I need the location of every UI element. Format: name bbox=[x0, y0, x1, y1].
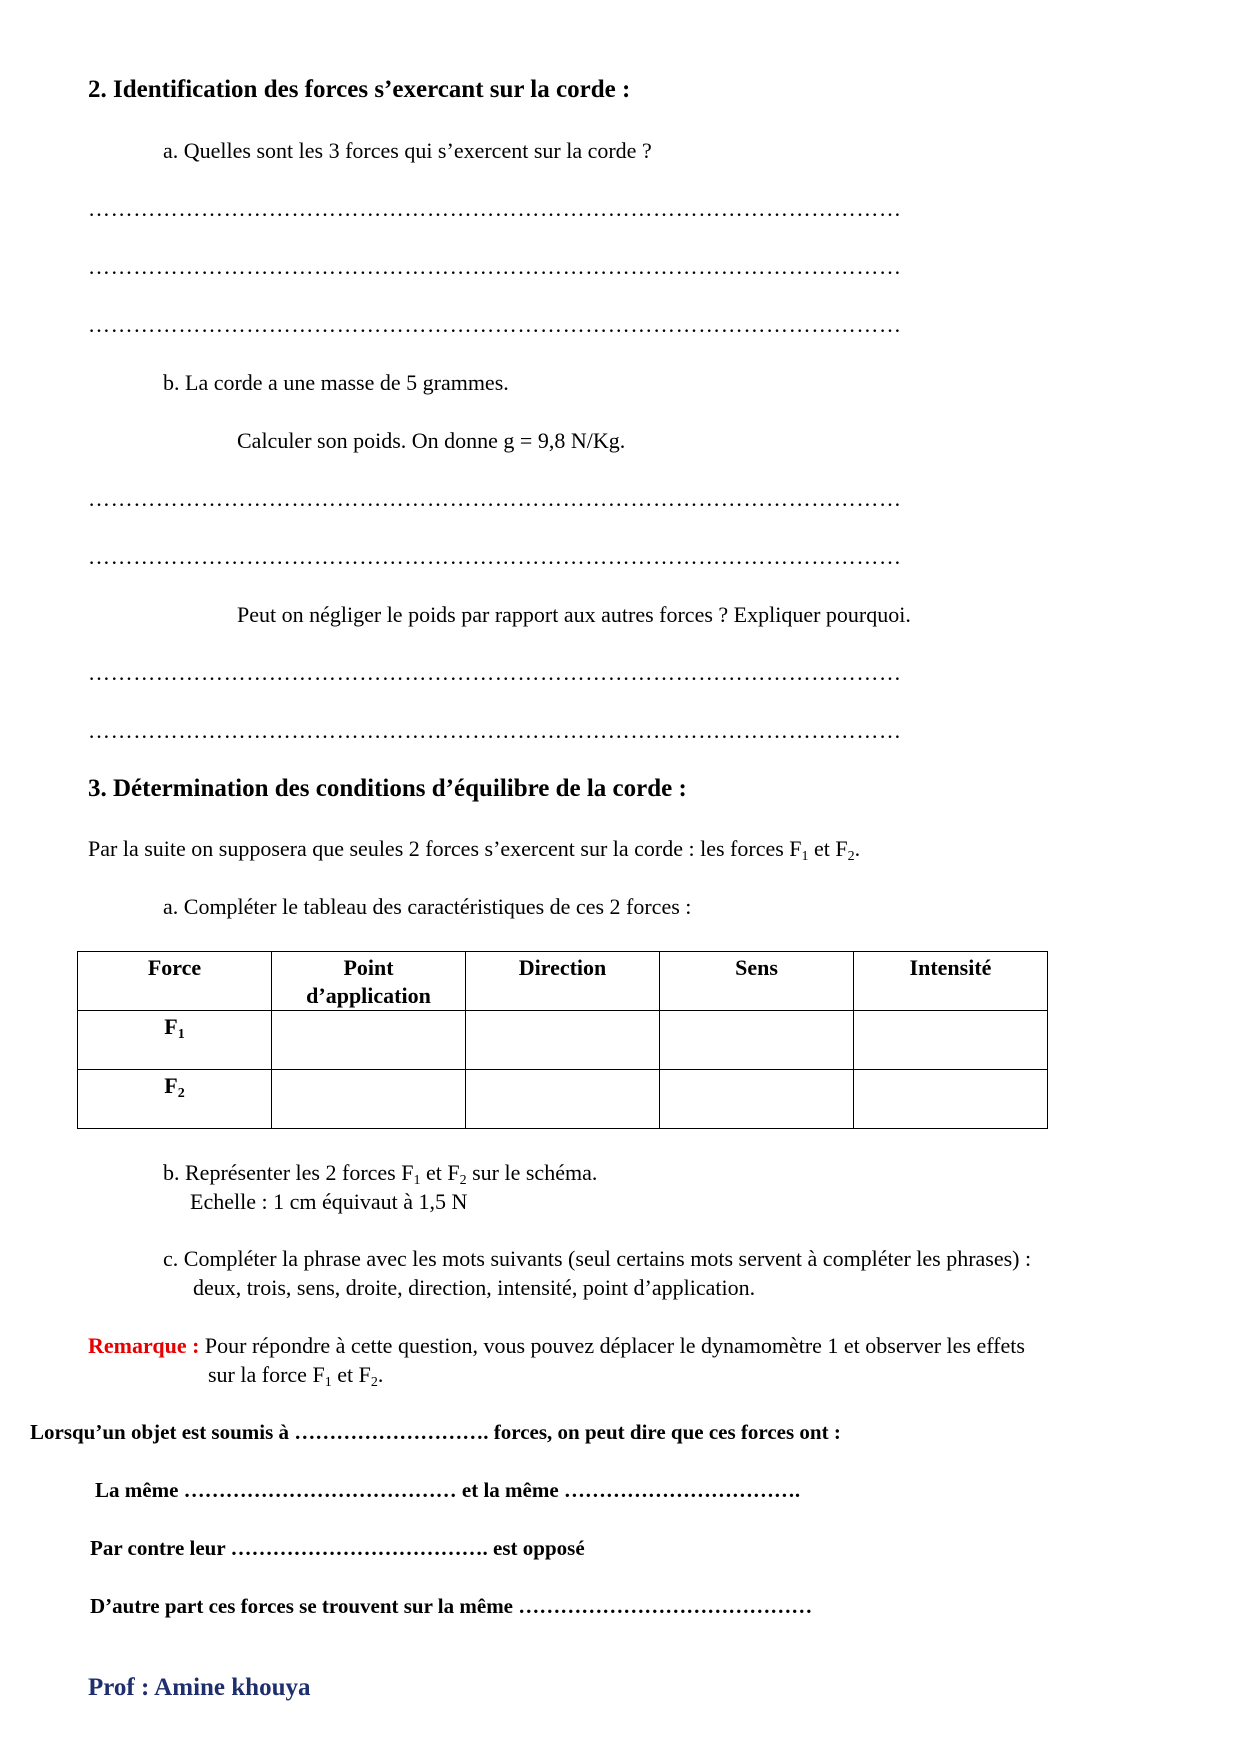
qb-text: b. Représenter les 2 forces F bbox=[163, 1160, 414, 1185]
question-3a: a. Compléter le tableau des caractéristiques de ces 2 forces : bbox=[163, 894, 692, 919]
answer-line[interactable]: ……………………………………………………………………………………………… bbox=[88, 486, 902, 511]
cell-f2-point[interactable] bbox=[272, 1070, 466, 1129]
intro-text: . bbox=[854, 836, 861, 861]
header-sens: Sens bbox=[660, 952, 854, 1011]
answer-line[interactable]: ……………………………………………………………………………………………… bbox=[88, 718, 902, 743]
qb-text: et F bbox=[420, 1160, 460, 1185]
answer-line[interactable]: ……………………………………………………………………………………………… bbox=[88, 544, 902, 569]
subscript-1: 1 bbox=[413, 1173, 421, 1188]
author-credit: Prof : Amine khouya bbox=[88, 1674, 311, 1701]
table-row bbox=[78, 1070, 1048, 1129]
section-3-title: 3. Détermination des conditions d’équilibre de la corde : bbox=[88, 775, 687, 802]
cell-f1-sens[interactable] bbox=[660, 1011, 854, 1070]
conclusion-line-1[interactable]: Lorsqu’un objet est soumis à ………………………. forces, on peut dire que ces forces ont : bbox=[30, 1420, 841, 1444]
question-3b-scale: Echelle : 1 cm équivaut à 1,5 N bbox=[190, 1189, 468, 1214]
intro-text: et F bbox=[808, 836, 848, 861]
remark-text: . bbox=[377, 1362, 384, 1387]
subscript-2: 2 bbox=[370, 1375, 378, 1390]
header-point-line2: d’application bbox=[306, 983, 431, 1008]
force-letter: F bbox=[164, 1073, 178, 1098]
subscript-1: 1 bbox=[324, 1375, 332, 1390]
conclusion-line-4[interactable]: D’autre part ces forces se trouvent sur la même …………………………………… bbox=[90, 1594, 813, 1618]
remark-text: et F bbox=[331, 1362, 371, 1387]
header-intensite: Intensité bbox=[854, 952, 1048, 1011]
subscript-1: 1 bbox=[177, 1027, 185, 1042]
header-point-application bbox=[272, 952, 466, 1011]
row-label-f2 bbox=[78, 1070, 272, 1129]
question-2b-calc: Calculer son poids. On donne g = 9,8 N/Kg. bbox=[237, 428, 626, 453]
conclusion-line-2[interactable]: La même ………………………………… et la même ……………………………. bbox=[95, 1478, 801, 1502]
conclusion-line-3[interactable]: Par contre leur ………………………………. est opposé bbox=[90, 1536, 585, 1560]
remark-line-2 bbox=[208, 1362, 383, 1388]
cell-f2-direction[interactable] bbox=[466, 1070, 660, 1129]
question-2b: b. La corde a une masse de 5 grammes. bbox=[163, 370, 509, 395]
answer-line[interactable]: ……………………………………………………………………………………………… bbox=[88, 660, 902, 685]
answer-line[interactable]: ……………………………………………………………………………………………… bbox=[88, 312, 902, 337]
section-2-title: 2. Identification des forces s’exercant sur la corde : bbox=[88, 76, 631, 103]
subscript-1: 1 bbox=[801, 849, 809, 864]
cell-f2-sens[interactable] bbox=[660, 1070, 854, 1129]
subscript-2: 2 bbox=[177, 1086, 185, 1101]
section-3-intro bbox=[88, 836, 860, 862]
cell-f1-point[interactable] bbox=[272, 1011, 466, 1070]
cell-f1-intensite[interactable] bbox=[854, 1011, 1048, 1070]
question-2b-neglect: Peut on négliger le poids par rapport aux autres forces ? Expliquer pourquoi. bbox=[237, 602, 911, 627]
table-row bbox=[78, 1011, 1048, 1070]
cell-f1-direction[interactable] bbox=[466, 1011, 660, 1070]
question-3b bbox=[163, 1160, 597, 1186]
answer-line[interactable]: ……………………………………………………………………………………………… bbox=[88, 254, 902, 279]
header-point-line1: Point bbox=[343, 955, 394, 980]
cell-f2-intensite[interactable] bbox=[854, 1070, 1048, 1129]
header-direction: Direction bbox=[466, 952, 660, 1011]
question-3c: c. Compléter la phrase avec les mots suivants (seul certains mots servent à compléter les phrases) : bbox=[163, 1246, 1032, 1271]
force-letter: F bbox=[164, 1014, 178, 1039]
remark bbox=[88, 1333, 1025, 1359]
qb-text: sur le schéma. bbox=[466, 1160, 598, 1185]
subscript-2: 2 bbox=[459, 1173, 467, 1188]
question-3c-words: deux, trois, sens, droite, direction, intensité, point d’application. bbox=[193, 1275, 756, 1300]
subscript-2: 2 bbox=[847, 849, 855, 864]
forces-characteristics-table bbox=[77, 951, 1048, 1129]
intro-text: Par la suite on supposera que seules 2 forces s’exercent sur la corde : les forces F bbox=[88, 836, 802, 861]
answer-line[interactable]: ……………………………………………………………………………………………… bbox=[88, 196, 902, 221]
row-label-f1 bbox=[78, 1011, 272, 1070]
remark-label: Remarque : bbox=[88, 1333, 200, 1358]
header-force: Force bbox=[78, 952, 272, 1011]
remark-text: sur la force F bbox=[208, 1362, 325, 1387]
question-2a: a. Quelles sont les 3 forces qui s’exercent sur la corde ? bbox=[163, 138, 652, 163]
remark-text: Pour répondre à cette question, vous pouvez déplacer le dynamomètre 1 et observer les effets bbox=[199, 1333, 1025, 1358]
table-header-row bbox=[78, 952, 1048, 1011]
